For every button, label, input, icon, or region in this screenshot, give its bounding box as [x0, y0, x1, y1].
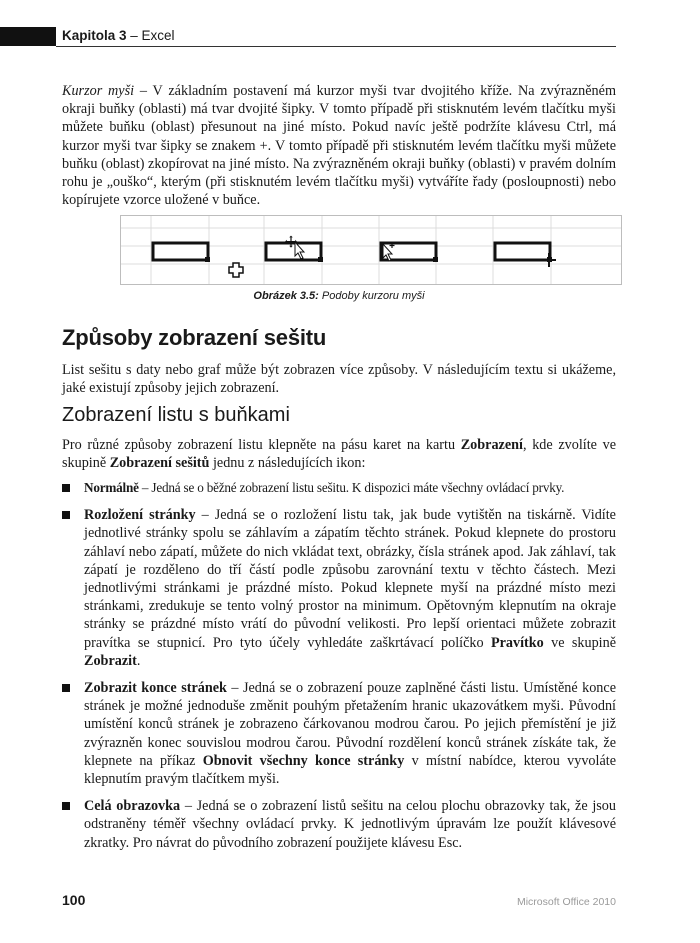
double-cross-cursor-icon [229, 263, 243, 277]
figure-label: Obrázek 3.5: [253, 290, 319, 302]
list-item-text-3: . [136, 652, 141, 669]
section-heading: Způsoby zobrazení sešitu [62, 325, 327, 350]
fill-handle-1 [205, 257, 210, 262]
bullet-square [62, 484, 70, 492]
subsection-paragraph [62, 436, 616, 472]
chapter-label: Kapitola 3 [62, 28, 127, 43]
intro-paragraph [62, 82, 616, 209]
command-name-obnovit: Obnovit všechny konce stránky [202, 752, 405, 769]
header-black-bar [0, 27, 56, 46]
view-modes-list [62, 479, 616, 852]
header-separator: – [126, 28, 142, 43]
subsection-intro-block [62, 436, 616, 472]
header-subject: Excel [141, 28, 175, 43]
section-paragraph: List sešitu s daty nebo graf může být zobrazen více způsoby. V následujícím textu si ukážeme, jaké existují způsoby jejich zobrazení. [62, 362, 616, 397]
list-item-cela-obrazovka [62, 797, 616, 852]
group-name-zobrazit: Zobrazit [84, 652, 137, 669]
intro-term: Kurzor myši [62, 83, 135, 99]
running-header [0, 27, 616, 47]
figure-caption-text: Podoby kurzoru myši [318, 290, 425, 302]
figure-caption [62, 290, 616, 302]
group-name-zobrazeni-sesitu: Zobrazení sešitů [109, 455, 210, 472]
subsection-text-a: Pro různé způsoby zobrazení listu klepněte na pásu karet na kartu [62, 437, 461, 453]
subsection-heading: Zobrazení listu s buňkami [62, 404, 290, 426]
bullet-square [62, 802, 70, 810]
list-item-text: – Jedná se o rozložení listu tak, jak bude vytištěn na tiskárně. Vidíte jednotlivé stránky spolu se záhlavím a zápatím těchto stránek. Pokud klepnete do prostoru záhlaví nebo zápatí, můžete do nich vkládat text, obrázky, čísla stránek apod. Jak záhlaví, tak zápatí je rozděleno do tří částí podle způsobu zarovnání textu v těchto částech. Mezi jednotlivými stránkami je prázdné místo. Pokud klepnete myší na prázdné místo mezi stránkami, zredukuje se tento volný prostor na minimum. Opětovným klepnutím na okraje stránky se prázdné místo vrátí do původní velikosti. Pro lepší orientaci můžete zobrazit pravítka se stupnicí. Pro tyto účely vyhledáte zaškrtávací políčko [84, 507, 616, 651]
subsection-text-c: , kde zvolíte ve skupině [62, 437, 616, 472]
cursor-figure-drawing [121, 216, 621, 284]
section-intro-block [62, 361, 616, 397]
list-item-text-2: ve skupině [543, 634, 616, 651]
intro-block [62, 82, 616, 209]
selected-cell-4 [495, 243, 550, 260]
list-item-text: – Jedná se o zobrazení listů sešitu na celou plochu obrazovky tak, že jsou odstraněny téměř všechny ovládací prvky. K jednotlivým úpravám lze použít klávesové zkratky. Pro návrat do původního zobrazení použijete klávesu Esc. [84, 798, 616, 851]
list-item-term: Normálně [84, 480, 139, 495]
fill-handle-3 [433, 257, 438, 262]
intro-text: – V základním postavení má kurzor myši tvar dvojitého kříže. Na zvýrazněném okraji buňky (oblasti) má tvar dvojité šipky. V tomto případě při stisknutém levém tlačítku myši můžete buňku (oblast) přesunout na jiné místo. Pokud navíc ještě podržíte klávesu Ctrl, má kurzor myši tvar šipky se znakem +. V tomto případě při stisknutém levém tlačítku myši můžete buňku (oblast) zkopírovat na jiné místo. Na zvýrazněném okraji buňky (oblasti) v pravém dolním rohu je „ouško“, kterým (při stisknutém levém tlačítku myši) vytváříte řady (posloupnosti) nebo kopírujete vzorce uložené v buňce. [62, 83, 616, 209]
list-item-term: Celá obrazovka [84, 798, 181, 815]
list-item-term: Zobrazit konce stránek [84, 680, 227, 697]
list-item-normalne [62, 479, 616, 497]
page-number: 100 [62, 892, 86, 908]
selected-cell-1 [153, 243, 208, 260]
selected-cell-2 [266, 243, 321, 260]
list-item-rozlozeni-stranky [62, 506, 616, 670]
bullet-square [62, 511, 70, 519]
list-item-zobrazit-konce-stranek [62, 679, 616, 788]
list-item-term: Rozložení stránky [84, 507, 196, 524]
tab-name-zobrazeni: Zobrazení [460, 437, 523, 453]
subsection-text-e: jednu z následujících ikon: [209, 455, 366, 472]
fill-handle-2 [318, 257, 323, 262]
cursor-figure [120, 215, 622, 285]
header-rule [56, 46, 616, 47]
list-item-text-2: v místní nabídce, kterou vyvoláte klepnutím pravým tlačítkem myši. [84, 752, 617, 788]
view-modes-list-block [62, 479, 616, 861]
bullet-square [62, 684, 70, 692]
checkbox-name-pravitko: Pravítko [490, 634, 544, 651]
book-title: Microsoft Office 2010 [516, 896, 616, 908]
list-item-text: – Jedná se o zobrazení pouze zaplněné části listu. Umístěné konce stránek je možné jednoduše změnit pouhým přetažením hranic ukazovátkem myši. Původní umístění konců stránek je zobrazeno čárkovanou modrou čarou. Po jejich přemístění je již zvýrazněn konec souvislou modrou čarou. Původní rozdělení konců stránek získáte tak, že klepnete na příkaz [84, 680, 616, 769]
header-title [62, 28, 175, 43]
list-item-text: – Jedná se o běžné zobrazení listu sešitu. K dispozici máte všechny ovládací prvky. [138, 480, 565, 495]
